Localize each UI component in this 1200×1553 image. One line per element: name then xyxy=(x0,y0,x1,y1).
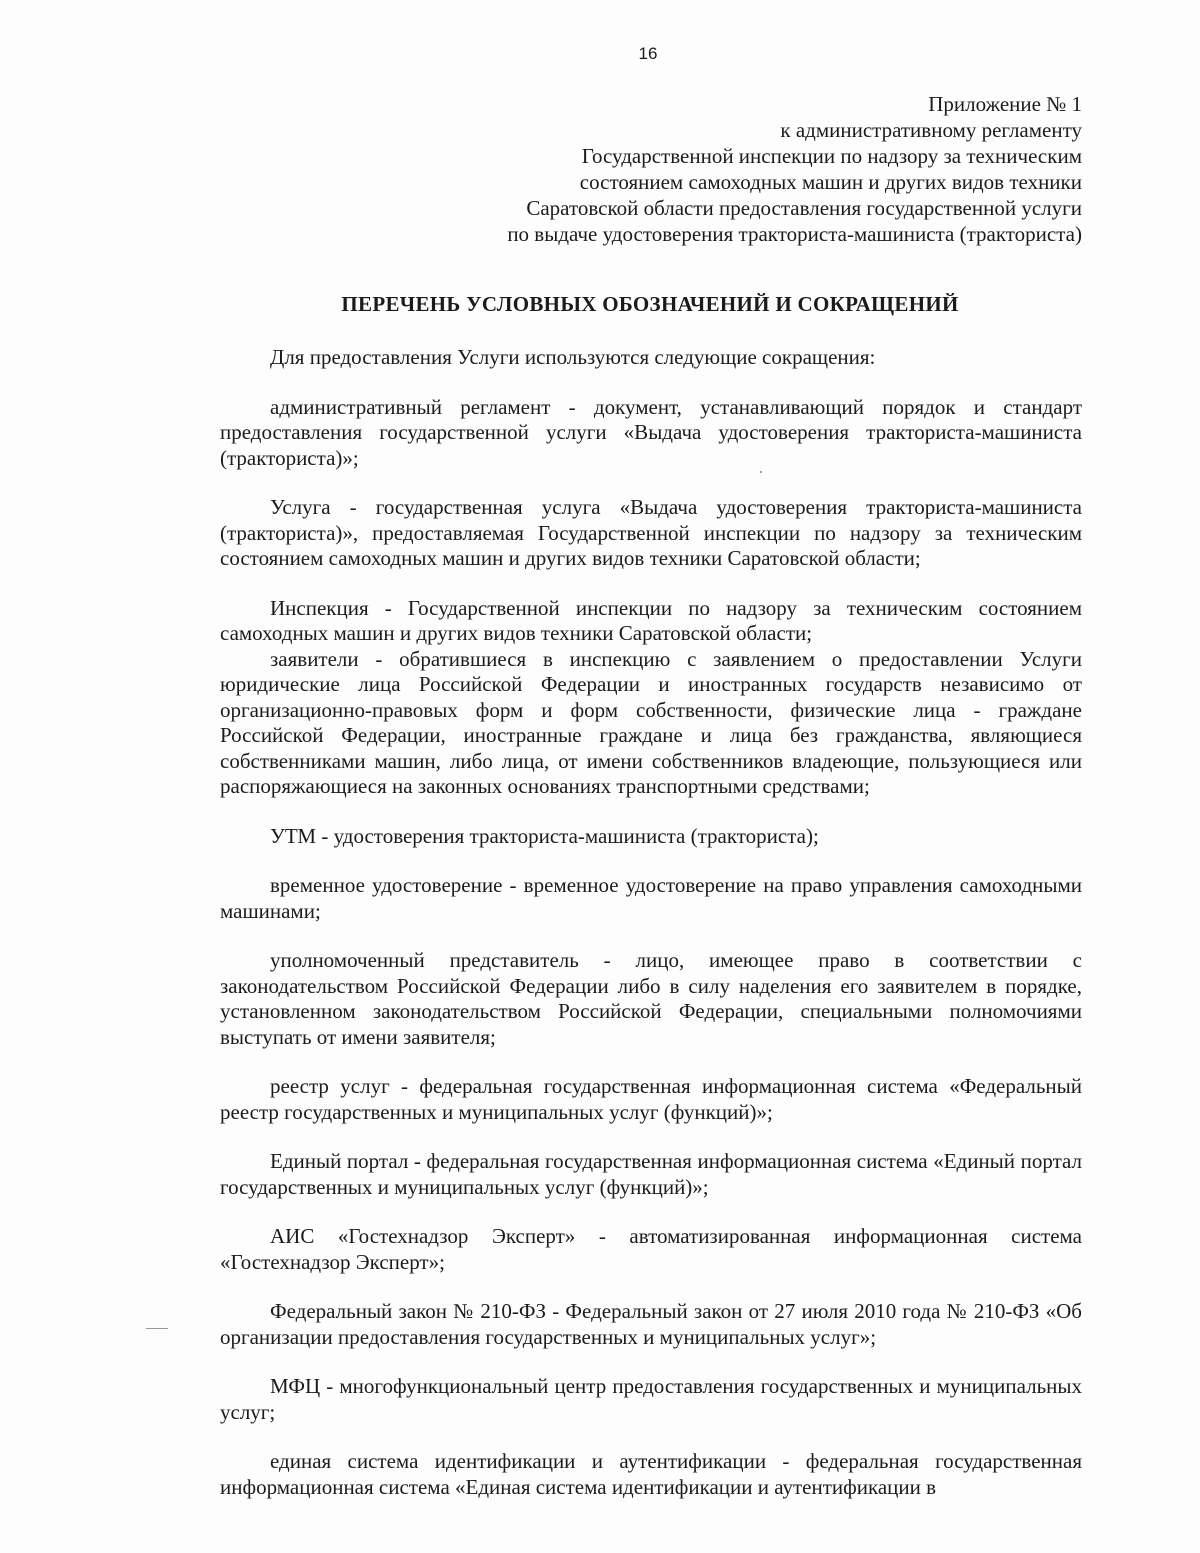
page-number: 16 xyxy=(638,44,658,63)
document-body xyxy=(220,345,1082,1500)
appendix-line: состоянием самоходных машин и других видов техники xyxy=(579,170,1082,194)
definition-paragraph: административный регламент - документ, устанавливающий порядок и стандарт предоставления государственной услуги «Выдача удостоверения тракториста-машиниста (тракториста)»; xyxy=(220,394,1082,470)
appendix-line: по выдаче удостоверения тракториста-машиниста (тракториста) xyxy=(507,222,1082,246)
appendix-line: Приложение № 1 xyxy=(928,92,1082,116)
definition-paragraph: заявители - обратившиеся в инспекцию с заявлением о предоставлении Услуги юридические лица Российской Федерации и иностранных государств независимо от организационно-правовых форм и форм собственности, физические лица - граждане Российской Федерации, иностранные граждане и лица без гражданства, являющиеся собственниками машин, либо лица, от имени собственников владеющие, пользующиеся или распоряжающиеся на законных основаниях транспортными средствами; xyxy=(220,646,1082,798)
definition-paragraph: временное удостоверение - временное удостоверение на право управления самоходными машинами; xyxy=(220,873,1082,923)
document-title: ПЕРЕЧЕНЬ УСЛОВНЫХ ОБОЗНАЧЕНИЙ И СОКРАЩЕНИЙ xyxy=(341,292,959,316)
definition-paragraph: Инспекция - Государственной инспекции по надзору за техническим состоянием самоходных машин и других видов техники Саратовской области; xyxy=(220,595,1082,645)
definition-paragraph: уполномоченный представитель - лицо, имеющее право в соответствии с законодательством Российской Федерации либо в силу наделения его заявителем в порядке, установленном законодательством Российской Федерации, специальными полномочиями выступать от имени заявителя; xyxy=(220,948,1082,1049)
definition-paragraph: Услуга - государственная услуга «Выдача удостоверения тракториста-машиниста (тракториста)», предоставляемая Государственной инспекции по надзору за техническим состоянием самоходных машин и других видов техники Саратовской области; xyxy=(220,495,1082,570)
definition-paragraph: АИС «Гостехнадзор Эксперт» - автоматизированная информационная система «Гостехнадзор Эксперт»; xyxy=(220,1224,1082,1274)
definition-paragraph: УТМ - удостоверения тракториста-машиниста (тракториста); xyxy=(270,823,819,848)
definition-paragraph: реестр услуг - федеральная государственная информационная система «Федеральный реестр государственных и муниципальных услуг (функций)»; xyxy=(220,1074,1082,1124)
definition-paragraph: единая система идентификации и аутентификации - федеральная государственная информационная система «Единая система идентификации и аутентификации в xyxy=(220,1449,1082,1499)
appendix-header xyxy=(382,91,1082,247)
definition-paragraph: МФЦ - многофункциональный центр предоставления государственных и муниципальных услуг; xyxy=(220,1374,1082,1424)
appendix-line: к административному регламенту xyxy=(780,118,1082,142)
appendix-line: Государственной инспекции по надзору за техническим xyxy=(581,144,1082,168)
scan-margin-mark xyxy=(146,1328,168,1329)
scan-dot xyxy=(760,471,762,473)
definition-paragraph: Федеральный закон № 210-ФЗ - Федеральный закон от 27 июля 2010 года № 210-ФЗ «Об организации предоставления государственных и муниципальных услуг»; xyxy=(220,1299,1082,1349)
intro-paragraph: Для предоставления Услуги используются следующие сокращения: xyxy=(270,345,876,369)
definition-paragraph: Единый портал - федеральная государственная информационная система «Единый портал государственных и муниципальных услуг (функций)»; xyxy=(220,1149,1082,1199)
appendix-line: Саратовской области предоставления государственной услуги xyxy=(526,196,1082,220)
